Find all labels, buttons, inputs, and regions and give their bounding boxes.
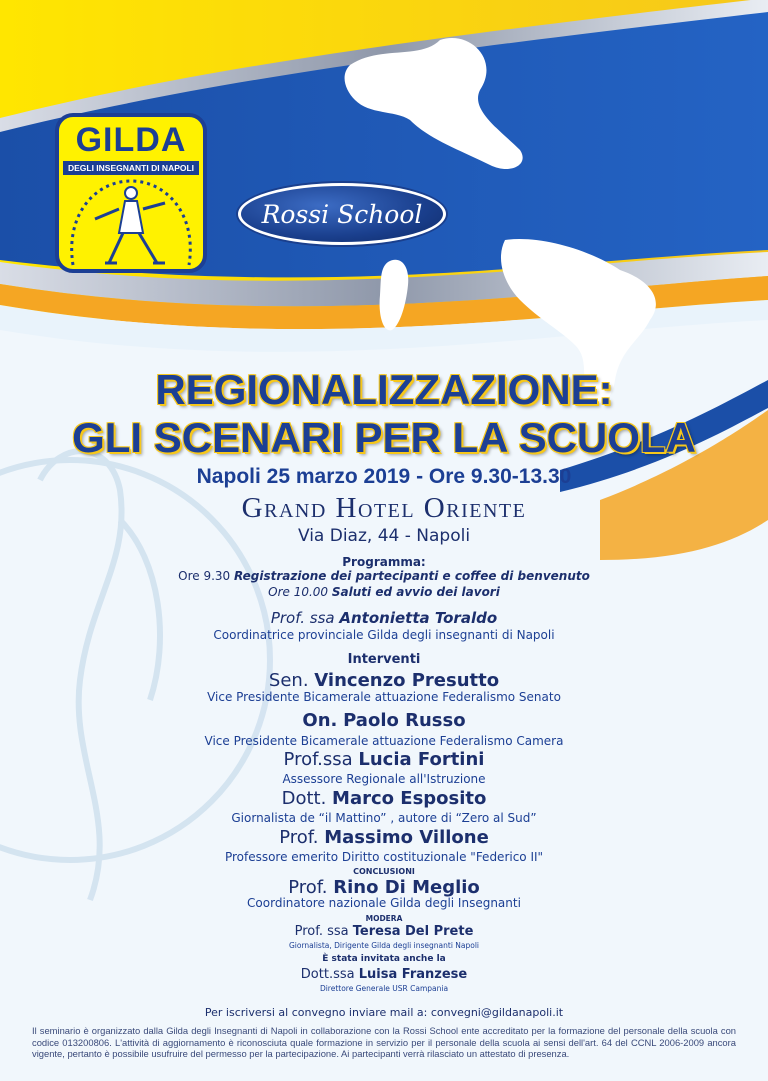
program-item [0, 585, 768, 599]
speaker-name: Marco Esposito [332, 788, 487, 809]
invitata-heading: È stata invitata anche la [322, 954, 446, 964]
title-line-2: GLI SCENARI PER LA SCUOLA [72, 414, 696, 461]
venue-name: Grand Hotel Oriente [241, 492, 527, 524]
program-text: Registrazione dei partecipanti e coffee di benvenuto [233, 569, 590, 583]
interventi-heading: Interventi [347, 652, 421, 667]
title-line-1: REGIONALIZZAZIONE: [155, 366, 613, 413]
speaker-name-line [0, 710, 768, 731]
speaker-name-line [0, 670, 768, 691]
speaker-title: Prof. [279, 827, 319, 848]
speaker-title: On. [302, 710, 338, 731]
speaker-name: Paolo Russo [343, 710, 466, 731]
invitata-name: Luisa Franzese [358, 967, 468, 982]
speaker-name-line [0, 749, 768, 770]
conclusioni-title: Prof. [288, 877, 328, 898]
program-time: Ore 9.30 [178, 569, 231, 583]
conclusioni-name-line [0, 877, 768, 898]
program-time: Ore 10.00 [268, 585, 329, 599]
event-dateline: Napoli 25 marzo 2019 - Ore 9.30-13.30 [196, 465, 572, 488]
logo-title: GILDA [75, 121, 187, 159]
program-text: Saluti ed avvio dei lavori [331, 585, 500, 599]
speaker-name-line [0, 827, 768, 848]
conclusioni-role: Coordinatore nazionale Gilda degli Insegnanti [247, 896, 521, 910]
speaker-title: Sen. [268, 670, 309, 691]
host-role: Coordinatrice provinciale Gilda degli insegnanti di Napoli [213, 628, 555, 642]
speaker-role: Professore emerito Diritto costituzionale "Federico II" [224, 850, 544, 864]
speaker-title: Dott. [281, 788, 327, 809]
modera-role: Giornalista, Dirigente Gilda degli insegnanti Napoli [288, 941, 480, 950]
signup-line [0, 1006, 768, 1019]
speaker-role: Vice Presidente Bicamerale attuazione Federalismo Senato [207, 690, 561, 704]
program-heading: Programma: [342, 555, 426, 569]
host-title: Prof. ssa [270, 609, 335, 627]
speaker-name: Massimo Villone [324, 827, 489, 848]
speaker-role: Giornalista de “il Mattino” , autore di “Zero al Sud” [231, 811, 537, 825]
host-name-line [0, 609, 768, 627]
gilda-logo [55, 113, 207, 273]
logo-subtitle: DEGLI INSEGNANTI DI NAPOLI [63, 161, 199, 175]
rossi-school-logo: Rossi School [238, 183, 446, 245]
speaker-name: Lucia Fortini [358, 749, 485, 770]
modera-name-line [0, 924, 768, 939]
conclusioni-heading: CONCLUSIONI [353, 867, 415, 876]
modera-name: Teresa Del Prete [352, 924, 474, 939]
speaker-name: Vincenzo Presutto [314, 670, 500, 691]
host-name: Antonietta Toraldo [339, 609, 498, 627]
speaker-title: Prof.ssa [283, 749, 353, 770]
speaker-role: Vice Presidente Bicamerale attuazione Federalismo Camera [204, 734, 564, 748]
invitata-title: Dott.ssa [300, 967, 355, 982]
invitata-name-line [0, 967, 768, 982]
invitata-role: Direttore Generale USR Campania [319, 984, 449, 993]
footer-note: Il seminario è organizzato dalla Gilda degli Insegnanti di Napoli in collaborazione con la Rossi School ente accreditato per la formazione del personale della scuola con codice 013200806. L'attività di aggiornamento è riconosciuta quale formazione in servizio per il personale della scuola ai sensi dell'art. 64 del CCNL 2006-2009 ancora vigente, pertanto è possibile usufruire del permesso per la partecipazione. Ai partecipanti verrà rilasciato un attestato di presenza. [32, 1025, 736, 1059]
venue-address: Via Diaz, 44 - Napoli [297, 526, 471, 546]
speaker-name-line [0, 788, 768, 809]
speaker-role: Assessore Regionale all'Istruzione [282, 772, 486, 786]
signup-text: Per iscriversi al convegno inviare mail a: [204, 1006, 428, 1019]
signup-email-link[interactable]: convegni@gildanapoli.it [430, 1006, 564, 1019]
program-item [0, 569, 768, 583]
gilda-figure-icon [65, 175, 197, 269]
modera-heading: MODERA [365, 914, 403, 923]
modera-title: Prof. ssa [294, 924, 349, 939]
conclusioni-name: Rino Di Meglio [333, 877, 480, 898]
